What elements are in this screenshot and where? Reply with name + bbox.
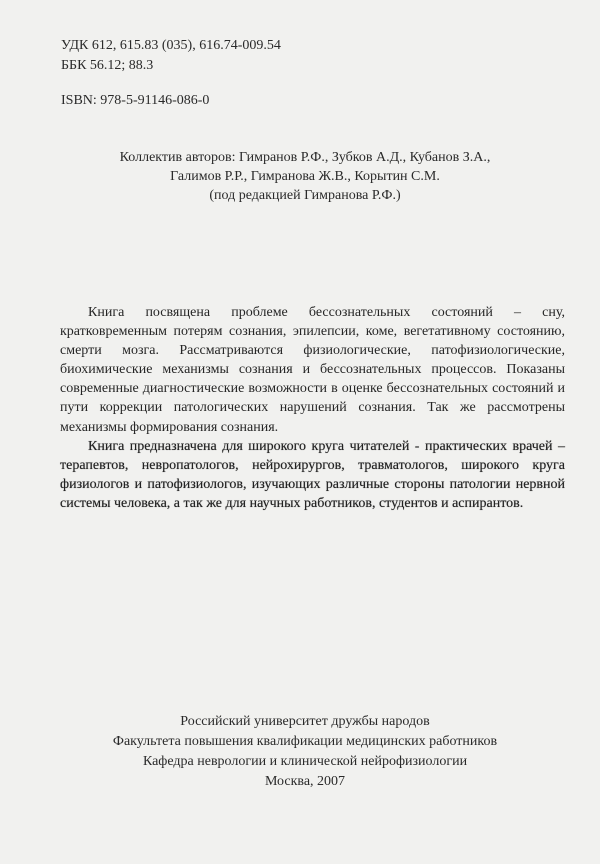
isbn: ISBN: 978-5-91146-086-0 <box>61 93 210 108</box>
annotation <box>60 303 565 513</box>
publisher-university: Российский университет дружбы народов <box>180 714 430 729</box>
authors-line-2: Галимов Р.Р., Гимранова Ж.В., Корытин С.М. <box>170 169 440 184</box>
imprint <box>60 712 550 792</box>
bbk-code: ББК 56.12; 88.3 <box>61 57 154 73</box>
annotation-paragraph-2: Книга предназначена для широкого круга читателей - практических врачей – терапевтов, невропатологов, нейрохирургов, травматологов, широкого круга физиологов и патофизиологов, изучающих различные стороны патологии нервной системы человека, а так же для научных работников, студентов и аспирантов. <box>60 438 565 511</box>
editor-line: (под редакцией Гимранова Р.Ф.) <box>209 188 401 203</box>
authors-block <box>60 148 550 205</box>
authors-line-1: Коллектив авторов: Гимранов Р.Ф., Зубков А.Д., Кубанов З.А., <box>119 150 491 165</box>
publication-place-year: Москва, 2007 <box>264 774 346 789</box>
publisher-department: Кафедра неврологии и клинической нейрофизиологии <box>142 754 468 769</box>
udk-code: УДК 612, 615.83 (035), 616.74-009.54 <box>61 38 281 53</box>
publisher-faculty: Факультета повышения квалификации медицинских работников <box>112 734 498 749</box>
classification-codes <box>61 36 281 75</box>
annotation-paragraph-1: Книга посвящена проблеме бессознательных состояний – сну, кратковременным потерям сознания, эпилепсии, коме, вегетативному состоянию, смерти мозга. Рассматриваются физиологические, патофизиологические, биохимические механизмы сознания и бессознательных процессов. Показаны современные диагностические возможности в оценке бессознательных состояний и пути коррекции патологических нарушений сознания. Так же рассмотрены механизмы формирования сознания. <box>60 305 565 435</box>
